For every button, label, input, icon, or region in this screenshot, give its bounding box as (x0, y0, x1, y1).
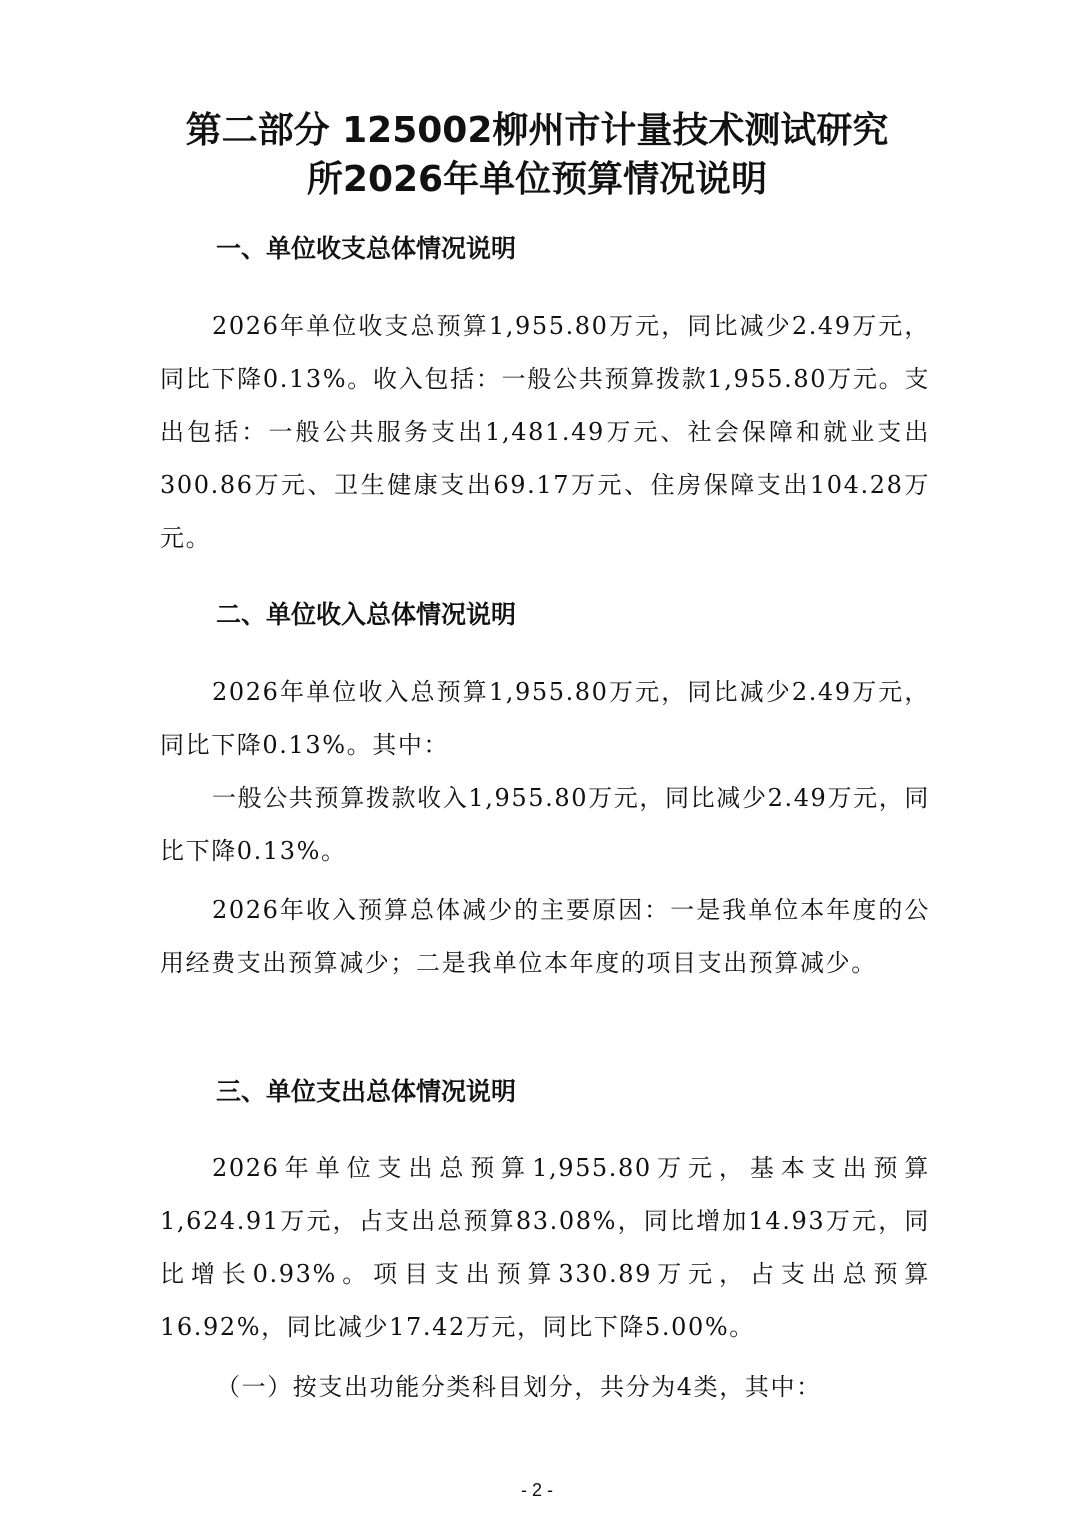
section-3-sub-item-1: （一）按支出功能分类科目划分，共分为4类，其中： (216, 1373, 822, 1401)
section-2-paragraph-1: 2026年单位收入总预算1,955.80万元，同比减少2.49万元，同比下降0.13%。其中： (160, 678, 930, 759)
section-2-paragraph-3: 2026年收入预算总体减少的主要原因：一是我单位本年度的公用经费支出预算减少；二是我单位本年度的项目支出预算减少。 (160, 896, 930, 977)
section-3-heading: 三、单位支出总体情况说明 (216, 1077, 517, 1106)
section-1-paragraph-1: 2026年单位收支总预算1,955.80万元，同比减少2.49万元，同比下降0.13%。收入包括：一般公共预算拨款1,955.80万元。支出包括：一般公共服务支出1,481.49万元、社会保障和就业支出300.86万元、卫生健康支出69.17万元、住房保障支出104.28万元。 (160, 312, 930, 552)
section-3-paragraph-1: 2026年单位支出总预算1,955.80万元，基本支出预算1,624.91万元，占支出总预算83.08%，同比增加14.93万元，同比增长0.93%。项目支出预算330.89万元，占支出总预算16.92%，同比减少17.42万元，同比下降5.00%。 (160, 1154, 930, 1341)
title-line-1: 第二部分 125002柳州市计量技术测试研究 (185, 110, 889, 151)
section-2-paragraph-2: 一般公共预算拨款收入1,955.80万元，同比减少2.49万元，同比下降0.13%。 (160, 784, 930, 865)
page-number: - 2 - (520, 1480, 553, 1500)
document-title (140, 106, 934, 204)
title-line-2: 所2026年单位预算情况说明 (306, 159, 768, 200)
section-1-heading: 一、单位收支总体情况说明 (216, 234, 517, 263)
section-2-heading: 二、单位收入总体情况说明 (216, 600, 517, 629)
